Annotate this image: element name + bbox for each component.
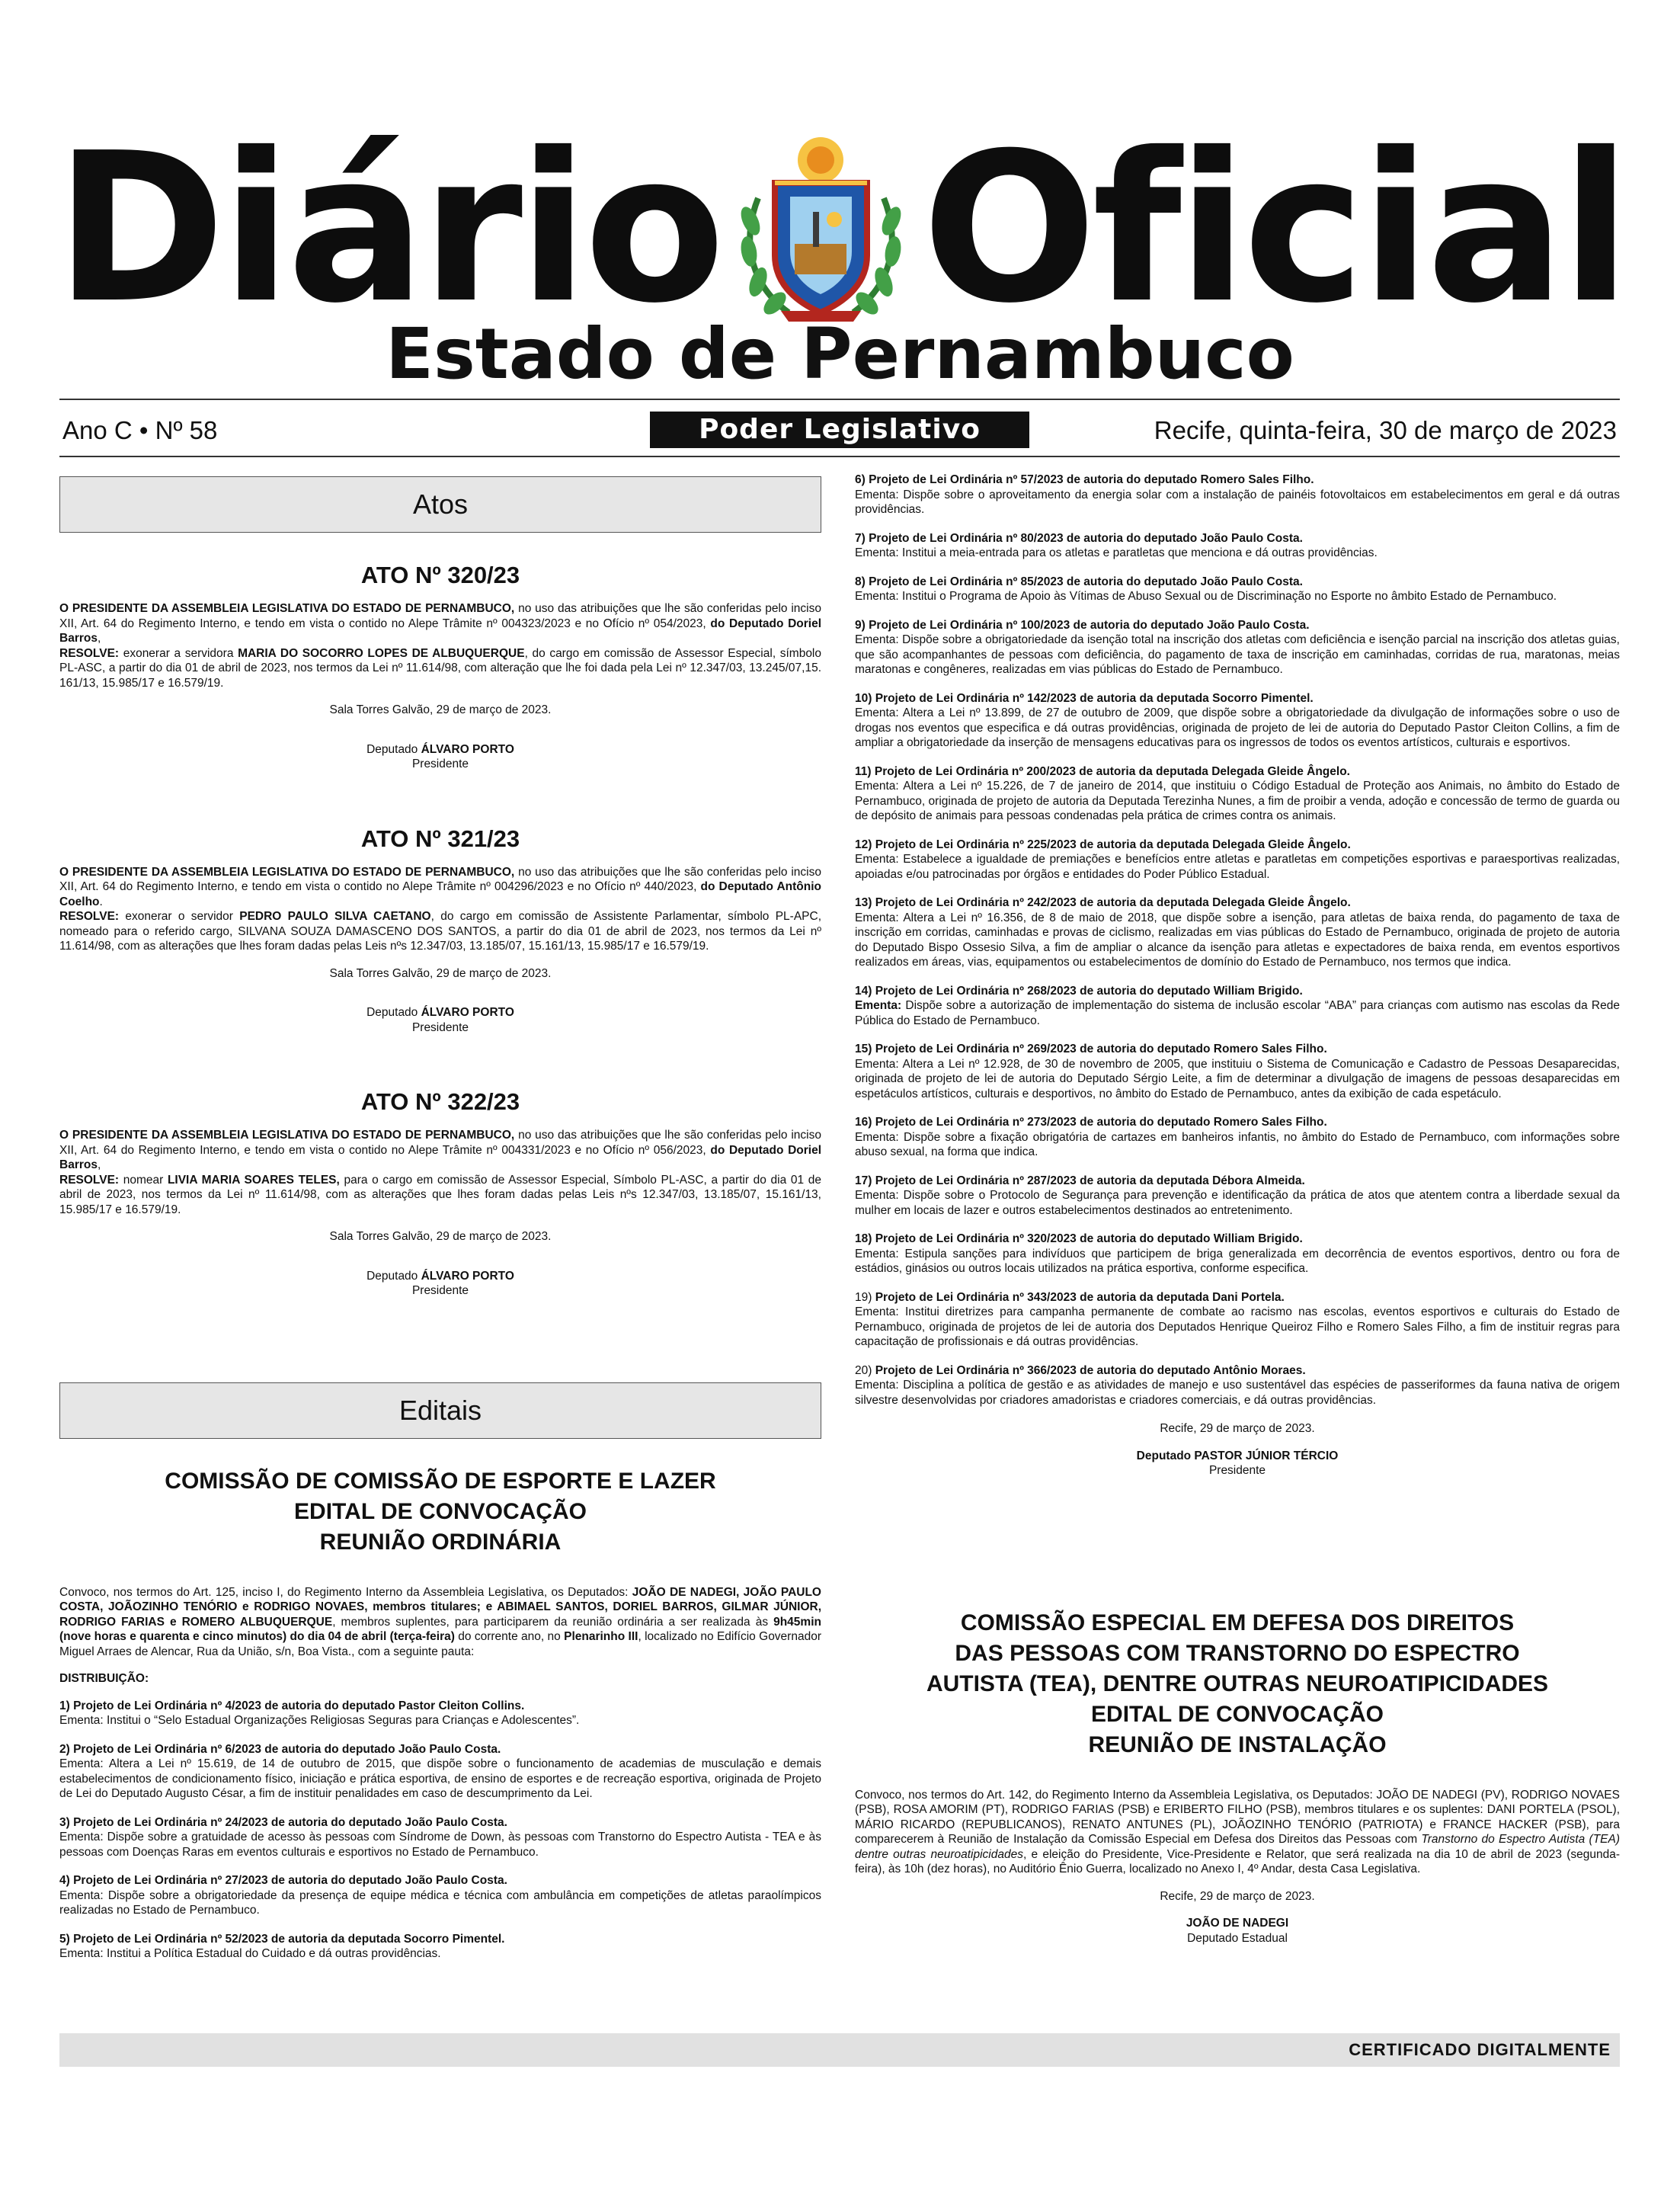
edital-signer-role: Deputado Estadual <box>1187 1931 1288 1945</box>
ato-title: ATO Nº 320/23 <box>360 562 520 588</box>
list-item: 11) Projeto de Lei Ordinária nº 200/2023 de autoria da deputada Delegada Gleide Ângelo. Ementa: Altera a Lei nº 15.226, de 7 de janeiro de 2014, que instituiu o Código Estadual de Proteção aos Animais, no âmbito do Estado de Pernambuco, originada de projeto de autoria da Deputada Terezinha Nunes, a fim de proibir a venda, adoção e concessão de termo de guarda ou de depósito de animais para pessoas condenadas pela prática de crimes contra os animais. <box>855 764 1620 822</box>
ato-signer: Deputado ÁLVARO PORTO <box>366 1006 514 1019</box>
list-item: 12) Projeto de Lei Ordinária nº 225/2023 de autoria da deputada Delegada Gleide Ângelo. Ementa: Estabelece a igualdade de premiações e benefícios entre atletas e paratletas em competições esportivas e paraesportivas realizadas, apoiadas e/ou patrocinadas por órgãos e entidades do Poder Público Estadual. <box>855 838 1620 881</box>
section-header-editais: Editais <box>59 1382 821 1439</box>
list-item: 15) Projeto de Lei Ordinária nº 269/2023 de autoria do deputado Romero Sales Filho. Ementa: Altera a Lei nº 12.928, de 30 de novembro de 2005, que instituiu o Sistema de Comunicação e Cadastro de Pessoas Desaparecidas, originada de projeto de lei de autoria do Deputado Sérgio Leite, a fim de determinar a divulgação de imagens de pessoas desaparecidas em espetáculos artísticos, culturais e desportivos, no âmbito do Estado de Pernambuco, antes da exibição de cada espetáculo. <box>855 1043 1620 1100</box>
edital-title: COMISSÃO DE COMISSÃO DE ESPORTE E LAZER EDITAL DE CONVOCAÇÃO REUNIÃO ORDINÁRIA <box>165 1468 716 1555</box>
edition-bar <box>59 408 1620 453</box>
edital-title: COMISSÃO ESPECIAL EM DEFESA DOS DIREITOS DAS PESSOAS COM TRANSTORNO DO ESPECTRO AUTISTA (TEA), DENTRE OUTRAS NEUROATIPICIDADES EDITAL DE CONVOCAÇÃO REUNIÃO DE INSTALAÇÃO <box>926 1610 1549 1757</box>
ato-block <box>59 560 821 772</box>
list-item: 4) Projeto de Lei Ordinária nº 27/2023 de autoria do deputado João Paulo Costa. Ementa: Dispõe sobre a obrigatoriedade da presença de equipe médica e técnica com ambulância em competições de atletas paraolímpicos realizadas no Estado de Pernambuco. <box>59 1874 821 1917</box>
divider <box>59 456 1620 457</box>
ato-place-date: Sala Torres Galvão, 29 de março de 2023. <box>329 1230 552 1243</box>
edital-signer-role: Presidente <box>1208 1464 1266 1477</box>
masthead-title-left: Diário <box>55 108 722 348</box>
edital-signer: JOÃO DE NADEGI <box>1186 1917 1289 1930</box>
list-item: 2) Projeto de Lei Ordinária nº 6/2023 de autoria do deputado João Paulo Costa. Ementa: Altera a Lei nº 15.619, de 14 de outubro de 2015, que dispõe sobre o funcionamento de academias de musculação e demais estabelecimentos de condicionamento físico, iniciação e prática esportiva, de ensino de esportes e de recreação esportiva, originada de Projeto de Lei do Deputado Augusto César, a fim de instituir penalidades em caso de descumprimento da Lei. <box>59 1742 821 1800</box>
masthead-subtitle: Estado de Pernambuco <box>386 313 1294 395</box>
list-item: 19) Projeto de Lei Ordinária nº 343/2023 de autoria da deputada Dani Portela. Ementa: Institui diretrizes para campanha permanente de combate ao racismo nas escolas, eventos esportivos e culturais do Estado de Pernambuco, originada de projetos de lei de autoria dos Deputados Henrique Queiroz Filho e Romero Sales Filho, a fim de instituir regras para capacitação de profissionais e dá outras providências. <box>855 1290 1620 1348</box>
pernambuco-coat-of-arms-icon <box>728 130 914 328</box>
ato-signer-role: Presidente <box>411 1020 469 1034</box>
ato-signer: Deputado ÁLVARO PORTO <box>366 742 514 756</box>
list-item: 10) Projeto de Lei Ordinária nº 142/2023 de autoria da deputada Socorro Pimentel. Ementa: Altera a Lei nº 13.899, de 27 de outubro de 2009, que dispõe sobre a obrigatoriedade da divulgação de informações sobre o uso de drogas nos eventos que especifica e dá outras providências, originada de projeto de lei de autoria do Deputado Pastor Cleiton Collins, a fim de ampliar a obrigatoriedade da inserção de mensagens educativas para os ingressos de todos os eventos artísticos, culturais e esportivos. <box>855 691 1620 749</box>
edital-signer: Deputado PASTOR JÚNIOR TÉRCIO <box>1136 1449 1339 1462</box>
edition-number: Ano C • Nº 58 <box>62 416 218 444</box>
right-column <box>855 472 1620 1946</box>
list-item: 16) Projeto de Lei Ordinária nº 273/2023 de autoria do deputado Romero Sales Filho. Ementa: Dispõe sobre a fixação obrigatória de cartazes em banheiros infantis, no âmbito do Estado de Pernambuco, com informações sobre abuso sexual, na forma que indica. <box>855 1116 1620 1158</box>
edital-intro: Convoco, nos termos do Art. 142, do Regimento Interno da Assembleia Legislativa, os Deputados: JOÃO DE NADEGI (PV), RODRIGO NOVAES (PSB), ROSA AMORIM (PT), RODRIGO FARIAS (PSB) e ERIBERTO FILHO (PSB), membros titulares e os suplentes: DANI PORTELA (PSOL), MÁRIO RICARDO (REPUBLICANOS), RENATO ANTUNES (PL), JOÃOZINHO TENÓRIO (PATRIOTA) e FRANCE HACKER (PSB), para comparecerem à Reunião de Instalação da Comissão Especial em Defesa dos Direitos das Pessoas com Transtorno do Espectro Autista (TEA) dentre outras neuroatipicidades, e eleição do Presidente, Vice-Presidente e Relator, que será realizada na dia 10 de abril de 2023 (segunda-feira), às 10h (dez horas), no Auditório Ênio Guerra, localizado no Anexo I, 4º Andar, desta Casa Legislativa. <box>855 1788 1620 1875</box>
edital-intro: Convoco, nos termos do Art. 125, inciso I, do Regimento Interno da Assembleia Legislativa, os Deputados: JOÃO DE NADEGI, JOÃO PAULO COSTA, JOÃOZINHO TENÓRIO e RODRIGO NOVAES, membros titulares; e ABIMAEL SANTOS, DORIEL BARROS, GILMAR JÚNIOR, RODRIGO FARIAS e ROMERO ALBUQUERQUE, membros suplentes, para participarem da reunião ordinária a ser realizada às 9h45min (nove horas e quarenta e cinco minutos) do dia 04 de abril (terça-feira) do corrente ano, no Plenarinho III, localizado no Edifício Governador Miguel Arraes de Alencar, Rua da União, s/n, Boa Vista., com a seguinte pauta: <box>59 1585 821 1658</box>
ato-block <box>59 824 821 1036</box>
ato-signer-role: Presidente <box>411 758 469 770</box>
list-item: 13) Projeto de Lei Ordinária nº 242/2023 de autoria da deputada Delegada Gleide Ângelo. Ementa: Altera a Lei nº 16.356, de 8 de maio de 2018, que dispõe sobre a isenção, para atletas de baixa renda, do pagamento de taxa de inscrição em corridas, caminhadas e provas de ciclismo, realizadas em vias públicas do Estado de Pernambuco, originada de projeto de autoria do Deputado Bispo Ossesio Silva, a fim de ampliar o alcance da isenção para atletas e expectadores de baixa renda, em eventos esportivos realizados em áreas, vias, equipamentos ou estabelecimentos de domínio do Estado de Pernambuco, nos termos que indica. <box>855 896 1620 969</box>
masthead-title-right: Oficial <box>922 108 1627 348</box>
list-item: 17) Projeto de Lei Ordinária nº 287/2023 de autoria da deputada Débora Almeida. Ementa: Dispõe sobre o Protocolo de Segurança para prevenção e identificação da prática de atos que atentem contra a liberdade sexual da mulher em locais de lazer e outros estabelecimentos destinados ao entretenimento. <box>855 1174 1620 1217</box>
section-badge: Poder Legislativo <box>650 412 1029 448</box>
list-item: 5) Projeto de Lei Ordinária nº 52/2023 de autoria da deputada Socorro Pimentel. Ementa: Institui a Política Estadual do Cuidado e dá outras providências. <box>59 1932 505 1960</box>
list-item: 9) Projeto de Lei Ordinária nº 100/2023 de autoria do deputado João Paulo Costa. Ementa: Dispõe sobre a obrigatoriedade da isenção total na inscrição dos atletas com deficiência e isenção parcial na inscrição dos atletas guias, que são acompanhantes de pessoas com deficiência, do pagamento de taxa de inscrição em caminhadas, corridas de rua, maratonas, meias maratonas e congêneres, realizadas em vias públicas do Estado de Pernambuco. <box>855 618 1620 676</box>
ato-body: O PRESIDENTE DA ASSEMBLEIA LEGISLATIVA DO ESTADO DE PERNAMBUCO, no uso das atribuições que lhe são conferidas pelo inciso XII, Art. 64 do Regimento Interno, e tendo em vista o contido no Alepe Trâmite nº 004331/2023 e no Ofício nº 056/2023, do Deputado Doriel Barros, RESOLVE: nomear LIVIA MARIA SOARES TELES, para o cargo em comissão de Assessor Especial, Símbolo PL-ASC, a partir do dia 01 de abril de 2023, nos termos da Lei nº 11.614/98, com as alterações que lhes foram dadas pelas Leis nºs 12.347/03, 13.185/07, 15.161/13, 15.985/17 e 16.579/19. <box>59 1129 821 1216</box>
edital-place-date: Recife, 29 de março de 2023. <box>1160 1889 1315 1903</box>
list-item: 1) Projeto de Lei Ordinária nº 4/2023 de autoria do deputado Pastor Cleiton Collins. Ementa: Institui o “Selo Estadual Organizações Religiosas Seguras para Crianças e Adolescentes”. <box>59 1699 580 1727</box>
footer-bar <box>59 2033 1620 2067</box>
list-item: 14) Projeto de Lei Ordinária nº 268/2023 de autoria do deputado William Brigido. Ementa: Dispõe sobre a autorização de implementação do sistema de inclusão escolar “ABA” para crianças com autismo nas escolas da Rede Pública do Estado de Pernambuco. <box>855 984 1620 1027</box>
list-item: 7) Projeto de Lei Ordinária nº 80/2023 de autoria do deputado João Paulo Costa. Ementa: Institui a meia-entrada para os atletas e paratletas que menciona e dá outras providências. <box>855 531 1378 559</box>
divider <box>59 399 1620 400</box>
ato-title: ATO Nº 322/23 <box>360 1088 520 1115</box>
list-item: 20) Projeto de Lei Ordinária nº 366/2023 de autoria do deputado Antônio Moraes. Ementa: Disciplina a política de gestão e as atividades de manejo e uso sustentável das espécies de passeriformes da fauna nativa de origem silvestre desenvolvidas por criadores amadoristas e criadores comerciais, e dá outras providências. <box>855 1363 1620 1407</box>
list-item: 18) Projeto de Lei Ordinária nº 320/2023 de autoria do deputado William Brigido. Ementa: Estipula sanções para indivíduos que participem de briga generalizada em decorrência de eventos esportivos, dentro ou fora de estádios, ginásios ou outros locais utilizados na prática esportiva, conforme especifica. <box>855 1232 1620 1275</box>
digital-certification-label: CERTIFICADO DIGITALMENTE <box>1349 2040 1611 2059</box>
edital-place-date: Recife, 29 de março de 2023. <box>1160 1422 1315 1435</box>
list-item: 3) Projeto de Lei Ordinária nº 24/2023 de autoria do deputado João Paulo Costa. Ementa: Dispõe sobre a gratuidade de acesso às pessoas com Síndrome de Down, às pessoas com Transtorno do Espectro Autista - TEA e às pessoas com Doenças Raras em eventos culturais e esportivos no Estado de Pernambuco. <box>59 1815 821 1859</box>
masthead <box>0 108 1680 348</box>
issue-date: Recife, quinta-feira, 30 de março de 2023 <box>1154 416 1617 444</box>
list-item: 8) Projeto de Lei Ordinária nº 85/2023 de autoria do deputado João Paulo Costa. Ementa: Institui o Programa de Apoio às Vítimas de Abuso Sexual ou de Discriminação no Esporte no âmbito Estado de Pernambuco. <box>855 575 1557 603</box>
ato-title: ATO Nº 321/23 <box>360 825 520 852</box>
ato-place-date: Sala Torres Galvão, 29 de março de 2023. <box>329 703 552 716</box>
ato-signer: Deputado ÁLVARO PORTO <box>366 1269 514 1283</box>
list-item: 6) Projeto de Lei Ordinária nº 57/2023 de autoria do deputado Romero Sales Filho. Ementa: Dispõe sobre o aproveitamento da energia solar com a instalação de painéis fotovoltaicos em estabelecimentos em geral e dá outras providências. <box>855 473 1620 516</box>
ato-block <box>59 1087 821 1299</box>
section-header-atos: Atos <box>59 476 821 533</box>
ato-body: O PRESIDENTE DA ASSEMBLEIA LEGISLATIVA DO ESTADO DE PERNAMBUCO, no uso das atribuições que lhe são conferidas pelo inciso XII, Art. 64 do Regimento Interno, e tendo em vista o contido no Alepe Trâmite nº 004296/2023 e no Ofício nº 440/2023, do Deputado Antônio Coelho. RESOLVE: exonerar o servidor PEDRO PAULO SILVA CAETANO, do cargo em comissão de Assistente Parlamentar, símbolo PL-APC, nomeado para o referido cargo, SILVANA SOUZA DAMASCENO DOS SANTOS, a partir do dia 01 de abril de 2023, nos termos da Lei nº 11.614/98, com as alterações que lhes foram dadas pelas Leis nºs 12.347/03, 13.185/07, 15.161/13, 15.985/17 e 16.579/19. <box>59 865 821 953</box>
ato-body: O PRESIDENTE DA ASSEMBLEIA LEGISLATIVA DO ESTADO DE PERNAMBUCO, no uso das atribuições que lhe são conferidas pelo inciso XII, Art. 64 do Regimento Interno, e tendo em vista o contido no Alepe Trâmite nº 004323/2023 e no Ofício nº 054/2023, do Deputado Doriel Barros, RESOLVE: exonerar a servidora MARIA DO SOCORRO LOPES DE ALBUQUERQUE, do cargo em comissão de Assessor Especial, símbolo PL-ASC, a partir do dia 01 de abril de 2023, nos termos da Lei nº 11.614/98, com alteração que lhe foi dada pela Lei nº 12.347/03, 13.245/07,15. 161/13, 15.985/17 e 16.579/19. <box>59 602 821 690</box>
distribution-label: DISTRIBUIÇÃO: <box>59 1672 149 1685</box>
ato-signer-role: Presidente <box>411 1284 469 1297</box>
ato-place-date: Sala Torres Galvão, 29 de março de 2023. <box>329 966 552 980</box>
left-column <box>59 476 821 1975</box>
